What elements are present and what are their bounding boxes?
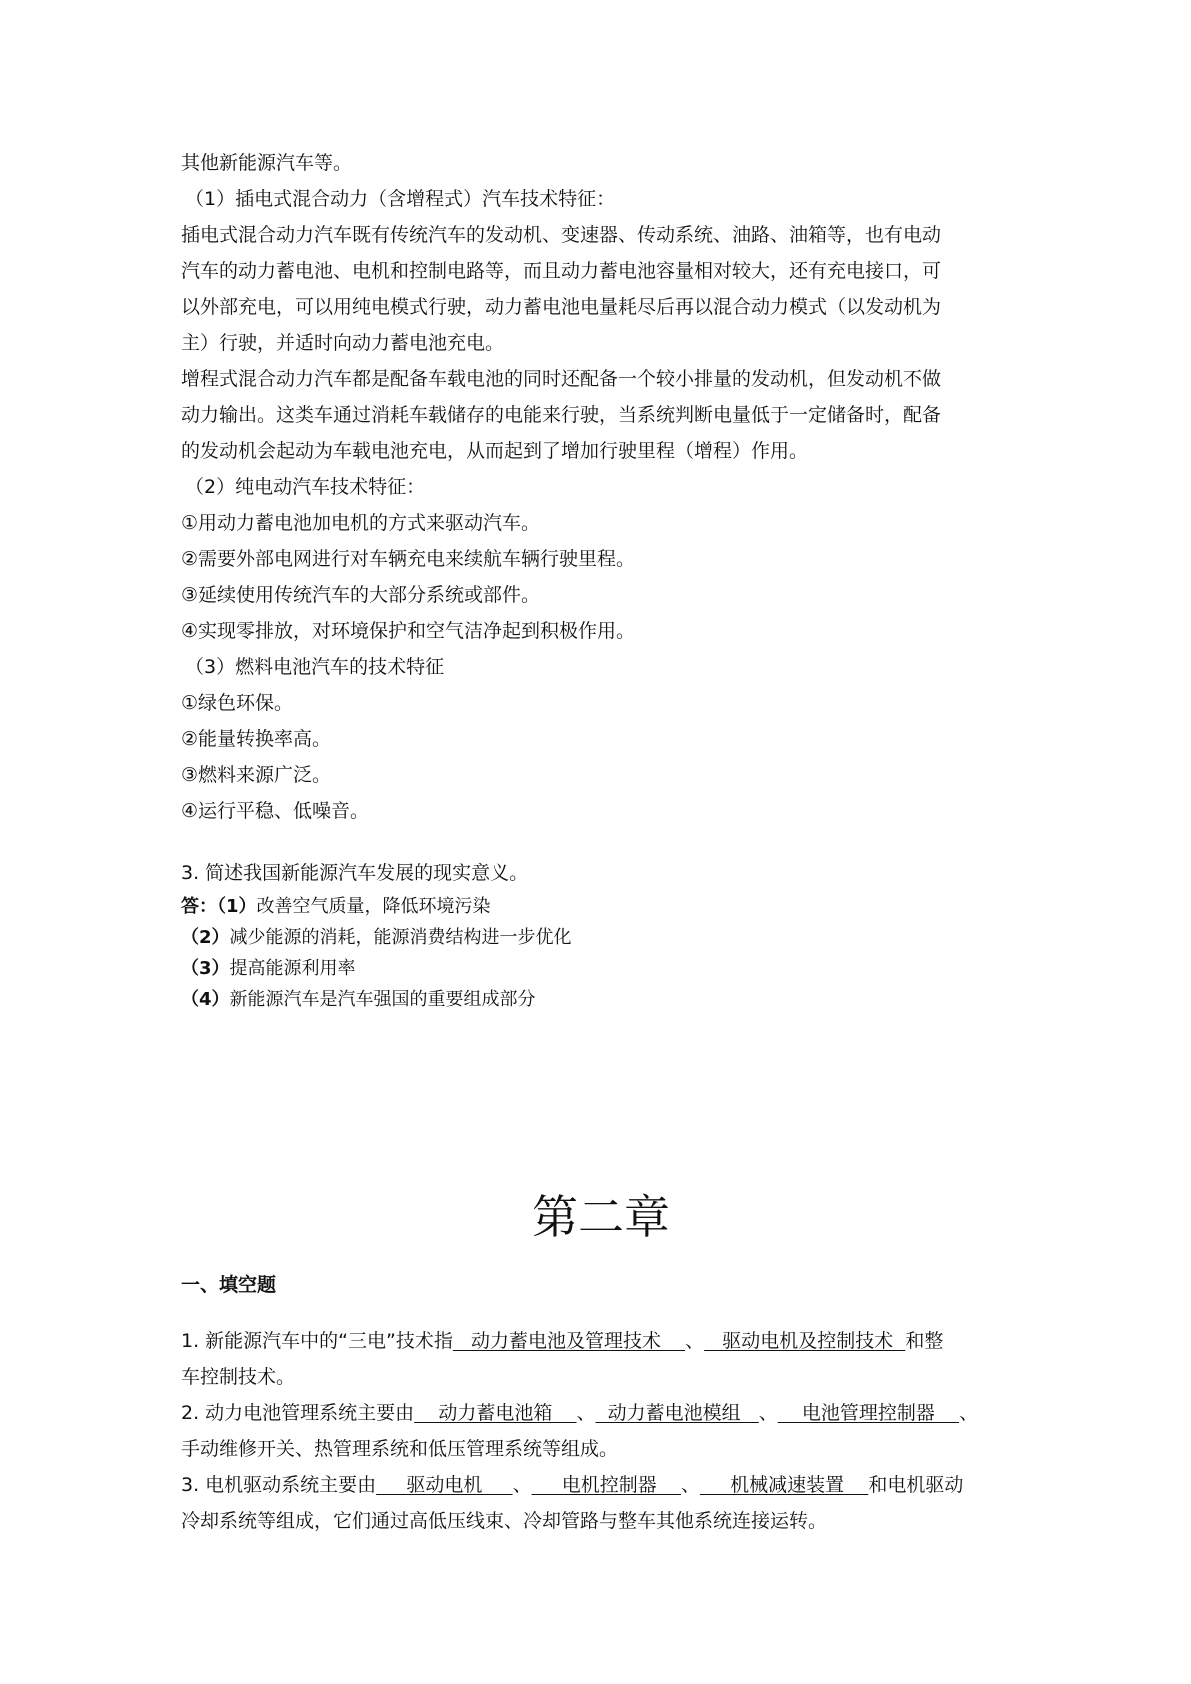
list-item: ②需要外部电网进行对车辆充电来续航车辆行驶里程。 <box>181 548 636 570</box>
text-line: 插电式混合动力汽车既有传统汽车的发动机、变速器、传动系统、油路、油箱等，也有电动 <box>181 224 942 246</box>
text-line: 动力输出。这类车通过消耗车载储存的电能来行驶，当系统判断电量低于一定储备时，配备 <box>181 404 942 426</box>
answer-blank: 电池管理控制器 <box>777 1402 960 1424</box>
answer-blank: 驱动电机及控制技术 <box>704 1330 906 1352</box>
separator: 、 <box>685 1330 705 1352</box>
question-text: 和电机驱动 <box>868 1474 964 1496</box>
text-line: 增程式混合动力汽车都是配备车载电池的同时还配备一个较小排量的发动机，但发动机不做 <box>181 368 942 390</box>
fill-question-1 <box>181 1323 1021 1359</box>
answer-line <box>181 953 1021 984</box>
fill-question-3 <box>181 1467 1021 1503</box>
fill-question-2 <box>181 1395 1021 1431</box>
subheading-phev: （1）插电式混合动力（含增程式）汽车技术特征： <box>185 188 616 210</box>
question-continuation: 冷却系统等组成，它们通过高低压线束、冷却管路与整车其他系统连接运转。 <box>181 1510 828 1532</box>
answer-line <box>181 984 1021 1015</box>
list-item: ③燃料来源广泛。 <box>181 764 332 786</box>
question-text: 3. 电机驱动系统主要由 <box>181 1474 377 1496</box>
question-text: 2. 动力电池管理系统主要由 <box>181 1402 415 1424</box>
answer-blank: 动力蓄电池模组 <box>595 1402 759 1424</box>
text-line: 汽车的动力蓄电池、电机和控制电路等，而且动力蓄电池容量相对较大，还有充电接口，可 <box>181 260 942 282</box>
separator: 、 <box>680 1474 700 1496</box>
question-text: 1. 新能源汽车中的“三电”技术指 <box>181 1330 453 1352</box>
answer-text: 新能源汽车是汽车强国的重要组成部分 <box>229 989 536 1010</box>
answer-blank: 电机控制器 <box>531 1474 681 1496</box>
list-item: ④实现零排放，对环境保护和空气洁净起到积极作用。 <box>181 620 636 642</box>
answer-text: 提高能源利用率 <box>229 958 356 979</box>
document-page <box>181 145 1021 1539</box>
text-line: 以外部充电，可以用纯电模式行驶，动力蓄电池电量耗尽后再以混合动力模式（以发动机为 <box>181 296 942 318</box>
spacer <box>181 829 1021 855</box>
answer-line <box>181 922 1021 953</box>
separator: 、 <box>959 1402 979 1424</box>
list-item: ④运行平稳、低噪音。 <box>181 800 370 822</box>
list-item: ③延续使用传统汽车的大部分系统或部件。 <box>181 584 541 606</box>
text-line: 主）行驶，并适时向动力蓄电池充电。 <box>181 332 505 354</box>
chapter-title: 第二章 <box>532 1190 670 1244</box>
question-text: 和整 <box>905 1330 944 1352</box>
text-line: 其他新能源汽车等。 <box>181 152 353 174</box>
subheading-fcev: （3）燃料电池汽车的技术特征 <box>185 656 445 678</box>
answer-blank: 机械减速装置 <box>699 1474 869 1496</box>
separator: 、 <box>576 1402 596 1424</box>
subheading-bev: （2）纯电动汽车技术特征： <box>185 476 426 498</box>
answer-blank: 动力蓄电池箱 <box>414 1402 577 1424</box>
answer-text: 减少能源的消耗，能源消费结构进一步优化 <box>229 927 572 948</box>
list-item: ①用动力蓄电池加电机的方式来驱动汽车。 <box>181 512 541 534</box>
question-continuation: 车控制技术。 <box>181 1366 296 1388</box>
answer-number: （1） <box>217 896 257 917</box>
answer-line <box>181 891 1021 922</box>
question-3: 3. 简述我国新能源汽车发展的现实意义。 <box>181 862 529 884</box>
answer-number: （4） <box>181 989 230 1010</box>
separator: 、 <box>758 1402 778 1424</box>
text-line: 的发动机会起动为车载电池充电，从而起到了增加行驶里程（增程）作用。 <box>181 440 809 462</box>
answer-blank: 动力蓄电池及管理技术 <box>452 1330 686 1352</box>
question-continuation: 手动维修开关、热管理系统和低压管理系统等组成。 <box>181 1438 619 1460</box>
list-item: ②能量转换率高。 <box>181 728 332 750</box>
answer-prefix: 答： <box>181 896 217 917</box>
answer-number: （2） <box>181 927 230 948</box>
section-title: 一、填空题 <box>181 1274 277 1296</box>
list-item: ①绿色环保。 <box>181 692 294 714</box>
answer-number: （3） <box>181 958 230 979</box>
answer-text: 改善空气质量，降低环境污染 <box>256 896 491 917</box>
separator: 、 <box>512 1474 532 1496</box>
answer-blank: 驱动电机 <box>376 1474 513 1496</box>
